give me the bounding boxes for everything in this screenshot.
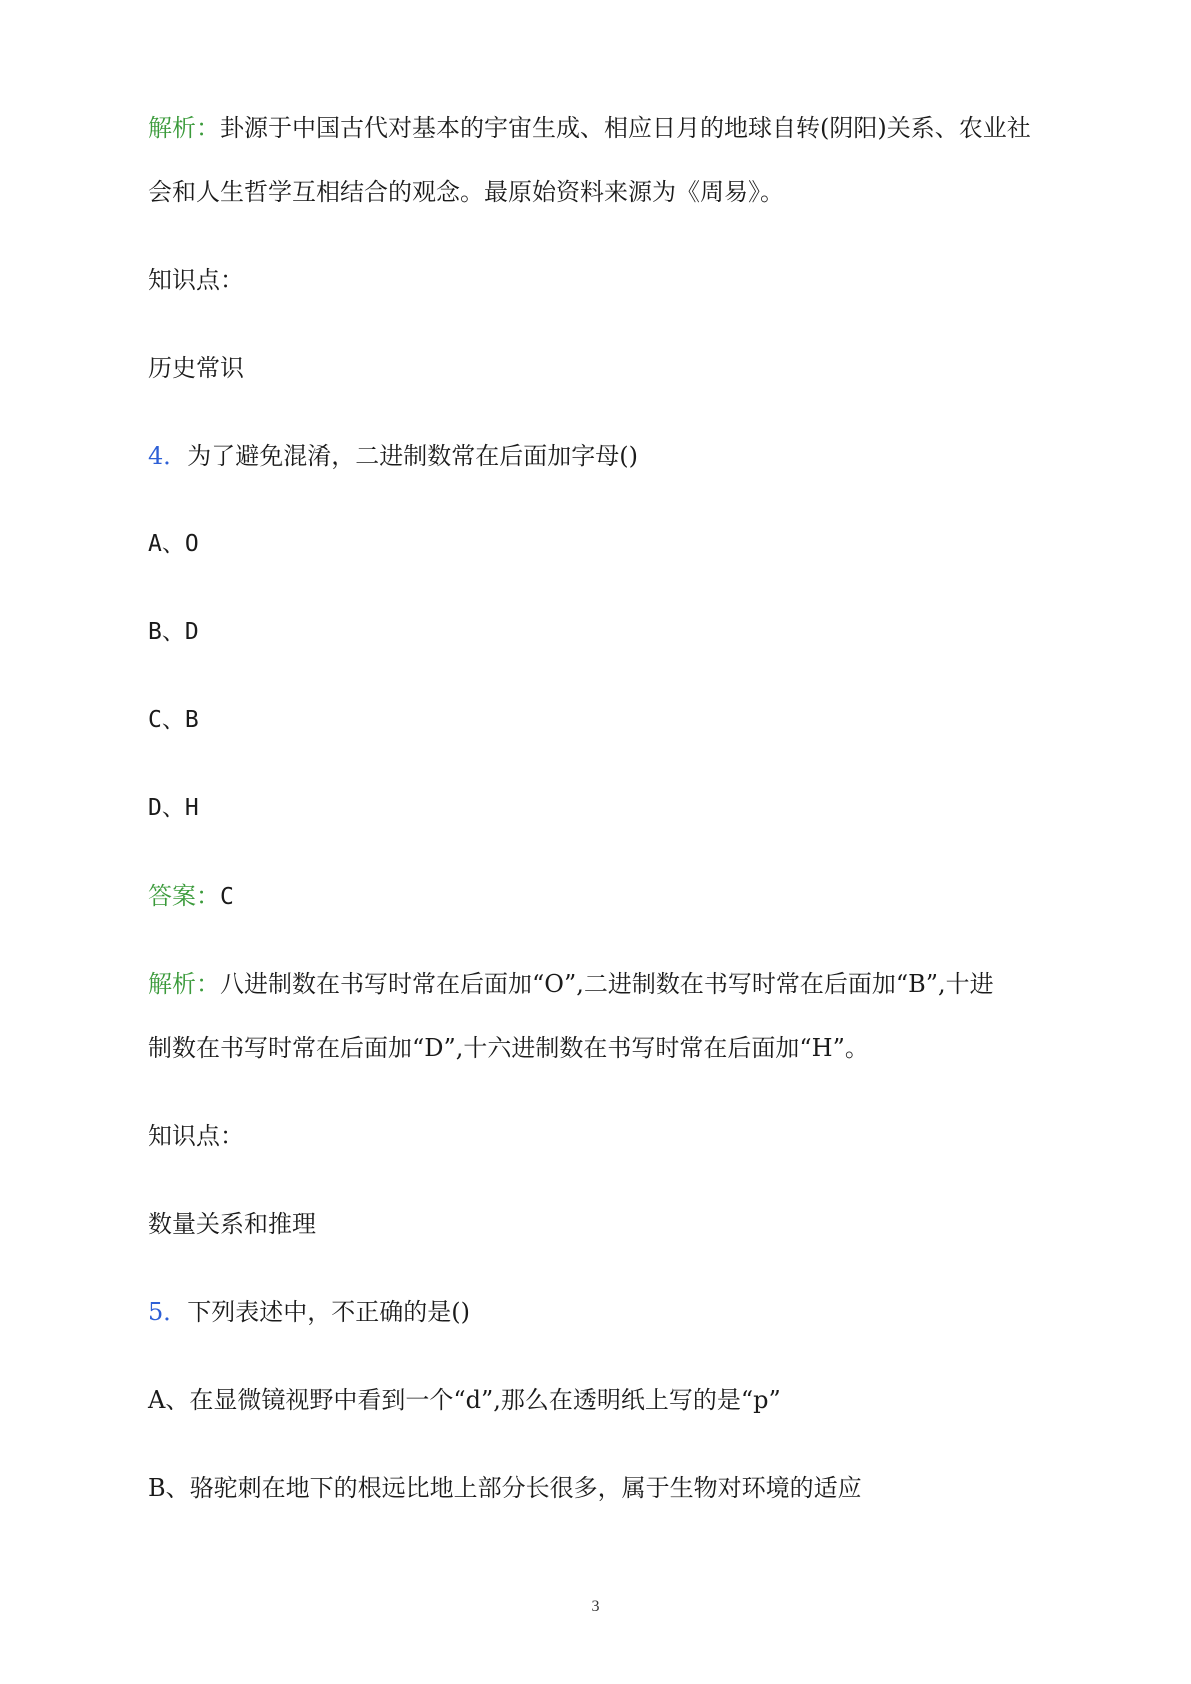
analysis-paragraph-line — [148, 111, 1031, 145]
analysis-text: 卦源于中国古代对基本的宇宙生成、相应日月的地球自转(阴阳)关系、农业社 — [220, 114, 1031, 142]
question-number: 5． — [148, 1298, 188, 1326]
option-c: C、B — [148, 707, 199, 733]
knowledge-point-label: 知识点： — [148, 1122, 244, 1150]
knowledge-point-value: 历史常识 — [148, 354, 244, 382]
analysis-text-continued: 会和人生哲学互相结合的观念。最原始资料来源为《周易》。 — [148, 178, 784, 206]
option-d: D、H — [148, 795, 199, 821]
knowledge-point-label: 知识点： — [148, 266, 244, 294]
knowledge-point-value: 数量关系和推理 — [148, 1210, 316, 1238]
question-text: 下列表述中，不正确的是() — [187, 1298, 471, 1326]
answer-line — [148, 879, 234, 914]
analysis-text-continued: 制数在书写时常在后面加“D”,十六进制数在书写时常在后面加“H”。 — [148, 1034, 869, 1062]
question-number: 4． — [148, 442, 188, 470]
option-b: B、骆驼刺在地下的根远比地上部分长很多，属于生物对环境的适应 — [148, 1474, 862, 1502]
option-b: B、D — [148, 619, 199, 645]
option-a: A、O — [148, 531, 199, 557]
option-a: A、在显微镜视野中看到一个“d”,那么在透明纸上写的是“p” — [148, 1386, 781, 1414]
analysis-paragraph-line — [148, 967, 994, 1001]
question-5 — [148, 1295, 470, 1329]
answer-label: 答案： — [148, 882, 220, 910]
analysis-label: 解析： — [148, 970, 220, 998]
analysis-text: 八进制数在书写时常在后面加“O”,二进制数在书写时常在后面加“B”,十进 — [220, 970, 994, 998]
page-number: 3 — [591, 1598, 600, 1615]
analysis-label: 解析： — [148, 114, 220, 142]
answer-value: C — [220, 884, 234, 910]
question-text: 为了避免混淆，二进制数常在后面加字母() — [187, 442, 639, 470]
question-4 — [148, 439, 638, 473]
